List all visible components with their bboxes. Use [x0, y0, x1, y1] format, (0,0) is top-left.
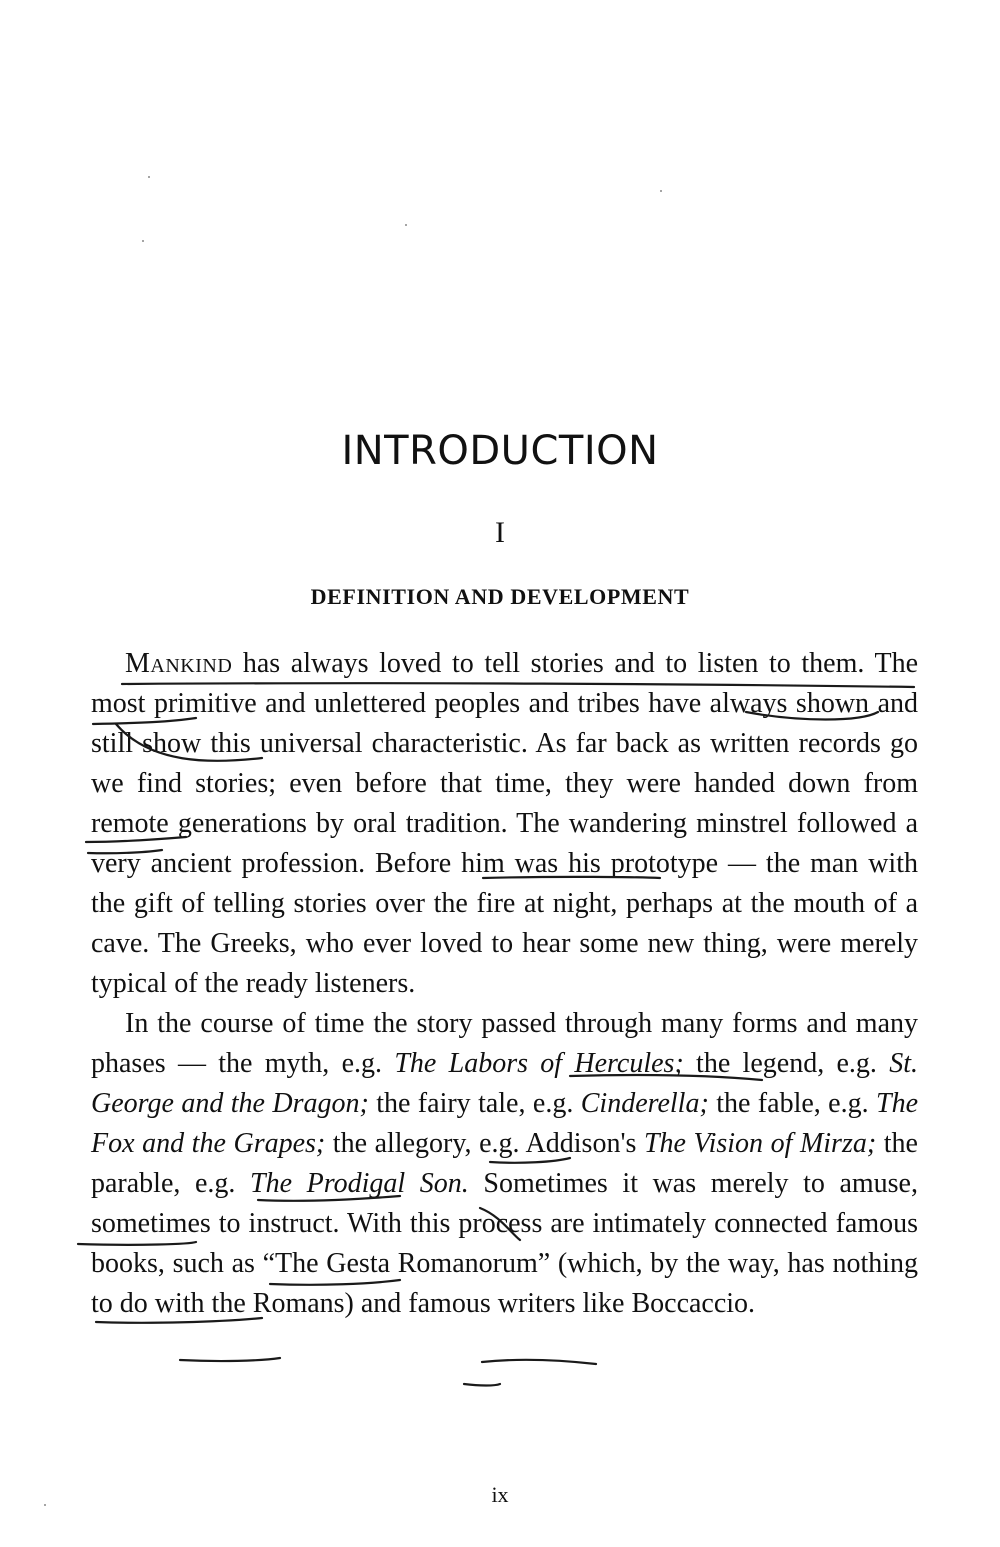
work-title: The Labors of Hercules;: [394, 1048, 684, 1079]
scan-speck: [405, 224, 407, 226]
paragraph-2-text: In the course of time the story passed through many forms and many phases — the myth, e.g.: [91, 1008, 918, 1079]
work-title: The Fox and the Grapes;: [91, 1088, 919, 1159]
paragraph-2-text: the parable, e.g.: [91, 1128, 918, 1199]
lead-word: Mankind: [125, 648, 233, 679]
work-title: St. George and the Dragon;: [91, 1048, 918, 1119]
underline-mark: [482, 1360, 596, 1364]
paragraph-2: [91, 1004, 918, 1324]
work-title: The Vision of Mirza;: [643, 1128, 877, 1159]
scan-speck: [148, 176, 150, 178]
paragraph-1: [91, 644, 918, 1004]
work-title: The Prodigal Son.: [250, 1168, 469, 1199]
underline-mark: [464, 1384, 500, 1386]
paragraph-2-text: the legend, e.g.: [683, 1048, 890, 1079]
paragraph-2-text: Sometimes it was merely to amuse, sometimes to instruct. With this process are intimately connected famous books, such as “The Gesta Romanorum” (which, by the way, has nothing to do with the Romans) and famous writers like Boccaccio.: [91, 1168, 918, 1319]
paragraph-2-text: the fairy tale, e.g.: [368, 1088, 581, 1119]
underline-mark: [180, 1358, 280, 1361]
section-number: I: [495, 516, 505, 549]
scan-speck: [660, 190, 662, 192]
section-heading: DEFINITION AND DEVELOPMENT: [310, 584, 690, 609]
work-title: Cinderella;: [580, 1088, 709, 1119]
page-number: ix: [491, 1482, 509, 1507]
paragraph-1-text: has always loved to tell stories and to listen to them. The most primitive and unlettered peoples and tribes have always shown and still show this universal characteristic. As far back as written records go we find stories; even before that time, they were handed down from remote generations by oral tradition. The wandering minstrel followed a very ancient profession. Before him was his prototype — the man with the gift of telling stories over the fire at night, perhaps at the mouth of a cave. The Greeks, who ever loved to hear some new thing, were merely typical of the ready listeners.: [91, 648, 918, 999]
body-text: [91, 644, 918, 1324]
scan-speck: [142, 240, 144, 242]
paragraph-2-text: the allegory, e.g. Addison's: [325, 1128, 644, 1159]
page-title: INTRODUCTION: [341, 428, 659, 474]
paragraph-2-text: the fable, e.g.: [708, 1088, 877, 1119]
